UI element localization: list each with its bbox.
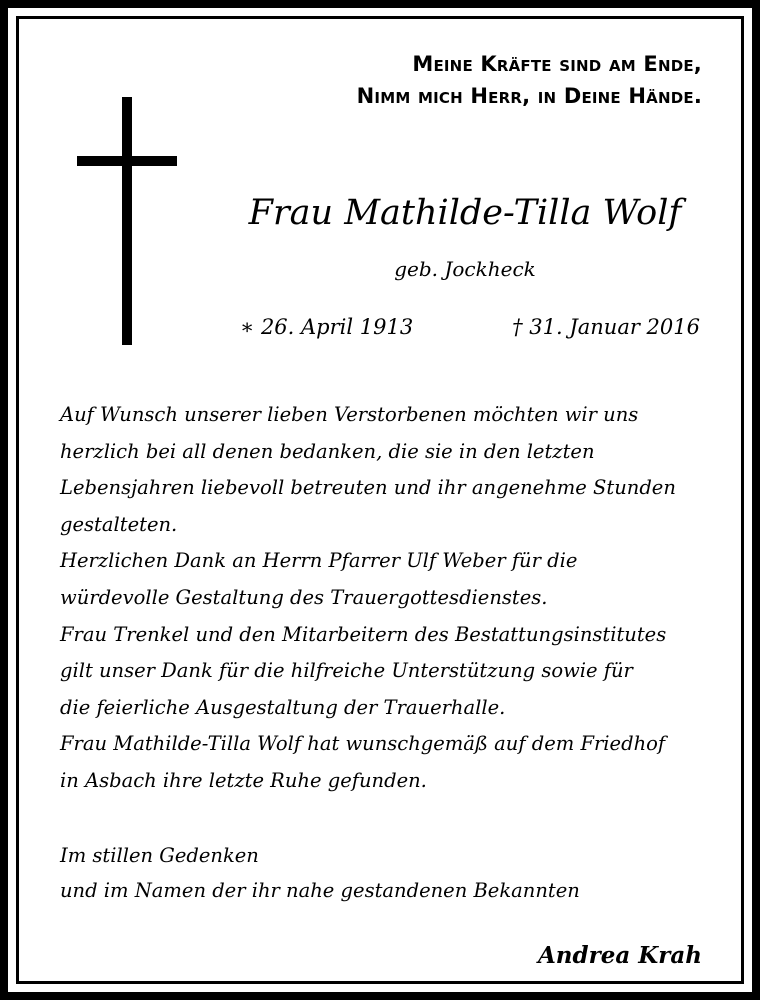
message-line: herzlich bei all denen bedanken, die sie in den letzten (60, 439, 595, 463)
message-line: Frau Trenkel und den Mitarbeitern des Bestattungsinstitutes (60, 622, 667, 646)
maiden-name: geb. Jockheck (394, 257, 536, 281)
message-line: gilt unser Dank für die hilfreiche Unterstützung sowie für (60, 659, 633, 683)
closing-line-1: Im stillen Gedenken (60, 844, 259, 867)
thank-you-message (60, 397, 720, 800)
death-date: † 31. Januar 2016 (512, 315, 700, 339)
message-line: würdevolle Gestaltung des Trauergottesdienstes. (60, 585, 548, 609)
message-line: Herzlichen Dank an Herrn Pfarrer Ulf Weber für die (60, 549, 578, 573)
motto-verse (357, 48, 702, 112)
message-line: in Asbach ihre letzte Ruhe gefunden. (60, 768, 427, 792)
signature: Andrea Krah (537, 942, 702, 969)
message-line: gestalteten. (60, 512, 178, 536)
cross-vertical-bar (122, 97, 132, 345)
cross-horizontal-bar (77, 156, 177, 166)
motto-line-1: Meine Kräfte sind am Ende, (412, 52, 702, 76)
closing-line-2: und im Namen der ihr nahe gestandenen Bekannten (60, 879, 580, 902)
message-line: die feierliche Ausgestaltung der Trauerhalle. (60, 695, 506, 719)
birth-date: ∗ 26. April 1913 (240, 315, 414, 339)
message-line: Auf Wunsch unserer lieben Verstorbenen möchten wir uns (60, 403, 639, 426)
message-line: Lebensjahren liebevoll betreuten und ihr angenehme Stunden (60, 476, 676, 500)
motto-line-2: Nimm mich Herr, in Deine Hände. (356, 84, 702, 108)
deceased-name: Frau Mathilde-Tilla Wolf (248, 193, 682, 233)
closing-remarks (60, 838, 720, 908)
message-line: Frau Mathilde-Tilla Wolf hat wunschgemäß auf dem Friedhof (60, 732, 666, 756)
